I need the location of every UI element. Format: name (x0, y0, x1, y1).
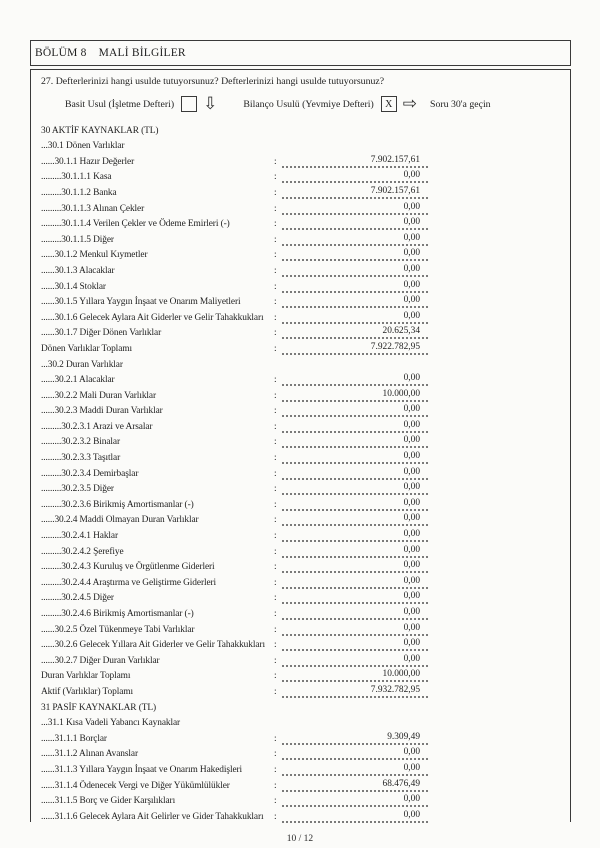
line-item-row (31, 777, 570, 793)
line-item-row (31, 496, 570, 512)
line-item-value: 0,00 (282, 403, 428, 417)
line-item-value: 0,00 (282, 372, 428, 386)
line-item-label: ......31.1.3 Yıllara Yaygın İnşaat ve Onarım Hakedişleri (41, 764, 243, 775)
line-item-value: 0,00 (282, 481, 428, 495)
page-footer: 10 / 12 (286, 834, 314, 844)
line-item-row (31, 559, 570, 575)
line-item-value: 20.625,34 (282, 325, 428, 339)
line-item-label: .........30.2.3.6 Birikmiş Amortismanlar (-) (41, 499, 194, 510)
line-item-label: .........30.1.1.2 Banka (41, 187, 117, 198)
line-item-colon: : (274, 593, 277, 604)
line-item-label: ......30.1.6 Gelecek Aylara Ait Giderler ve Gelir Tahakkukları (41, 312, 264, 323)
line-item-colon: : (274, 281, 277, 292)
line-item-colon: : (274, 531, 277, 542)
line-item-row (31, 278, 570, 294)
option-basit-usul-label: Basit Usul (İşletme Defteri) (65, 98, 175, 110)
line-item-value: 0,00 (282, 294, 428, 308)
line-item-colon: : (274, 234, 277, 245)
line-item-row (31, 403, 570, 419)
line-item-row (31, 793, 570, 809)
line-item-row (31, 730, 570, 746)
line-item-label: ......31.1.4 Ödenecek Vergi ve Diğer Yükümlülükler (41, 780, 230, 791)
line-item-label: .........30.1.1.3 Alınan Çekler (41, 203, 145, 214)
line-item-colon: : (274, 515, 277, 526)
line-item-row (31, 605, 570, 621)
line-item-value: 0,00 (282, 263, 428, 277)
line-item-label: .........30.2.4.2 Şerefiye (41, 546, 124, 557)
line-item-row (31, 699, 570, 715)
line-item-row (31, 387, 570, 403)
line-item-row (31, 169, 570, 185)
line-item-row (31, 184, 570, 200)
line-item-label: .........30.2.3.1 Arazi ve Arsalar (41, 421, 153, 432)
financial-line-items (31, 122, 570, 824)
section-title: MALİ BİLGİLER (98, 47, 186, 59)
line-item-label: ...30.2 Duran Varlıklar (41, 359, 123, 370)
line-item-row (31, 715, 570, 731)
line-item-value: 0,00 (282, 559, 428, 573)
line-item-label: 31 PASİF KAYNAKLAR (TL) (41, 702, 156, 713)
line-item-row (31, 683, 570, 699)
line-item-value: 68.476,49 (282, 778, 428, 792)
line-item-label: ......30.2.3 Maddi Duran Varlıklar (41, 406, 163, 417)
line-item-row (31, 231, 570, 247)
line-item-row (31, 761, 570, 777)
line-item-label: ......30.1.2 Menkul Kıymetler (41, 250, 148, 261)
line-item-value: 10.000,00 (282, 668, 428, 682)
question-27-text: 27. Defterlerinizi hangi usulde tutuyorsunuz? Defterlerinizi hangi usulde tutuyorsunuz? (41, 76, 385, 87)
form-body (30, 69, 571, 822)
line-item-row (31, 449, 570, 465)
line-item-value: 0,00 (282, 232, 428, 246)
line-item-row (31, 294, 570, 310)
line-item-row (31, 138, 570, 154)
line-item-label: .........30.2.4.1 Haklar (41, 531, 119, 542)
line-item-colon: : (274, 468, 277, 479)
line-item-value: 0,00 (282, 746, 428, 760)
line-item-row (31, 247, 570, 263)
line-item-row (31, 465, 570, 481)
line-item-value: 0,00 (282, 528, 428, 542)
line-item-row (31, 262, 570, 278)
line-item-label: ......30.1.1 Hazır Değerler (41, 156, 135, 167)
line-item-row (31, 621, 570, 637)
line-item-label: .........30.2.3.2 Binalar (41, 437, 121, 448)
line-item-value: 0,00 (282, 762, 428, 776)
line-item-value: 0,00 (282, 622, 428, 636)
line-item-label: ......30.1.4 Stoklar (41, 281, 106, 292)
line-item-row (31, 668, 570, 684)
line-item-colon: : (274, 780, 277, 791)
line-item-label: .........30.1.1.5 Diğer (41, 234, 114, 245)
line-item-label: Aktif (Varlıklar) Toplamı (41, 686, 133, 697)
line-item-colon: : (274, 203, 277, 214)
line-item-colon: : (274, 764, 277, 775)
line-item-value: 0,00 (282, 637, 428, 651)
line-item-value: 0,00 (282, 512, 428, 526)
line-item-value: 7.902.157,61 (282, 185, 428, 199)
line-item-colon: : (274, 640, 277, 651)
line-item-colon: : (274, 484, 277, 495)
line-item-value: 0,00 (282, 590, 428, 604)
line-item-label: .........30.1.1.4 Verilen Çekler ve Ödeme Emirleri (-) (41, 219, 230, 230)
line-item-colon: : (274, 749, 277, 760)
line-item-label: .........30.1.1.1 Kasa (41, 172, 112, 183)
line-item-value: 0,00 (282, 466, 428, 480)
line-item-colon: : (274, 453, 277, 464)
line-item-label: ...31.1 Kısa Vadeli Yabancı Kaynaklar (41, 718, 181, 729)
down-arrow-icon: ⇩ (203, 94, 218, 114)
line-item-value: 0,00 (282, 169, 428, 183)
line-item-value: 0,00 (282, 793, 428, 807)
line-item-colon: : (274, 390, 277, 401)
line-item-colon: : (274, 219, 277, 230)
line-item-colon: : (274, 406, 277, 417)
line-item-row (31, 309, 570, 325)
line-item-label: ......30.2.5 Özel Tükenmeye Tabi Varlıklar (41, 624, 195, 635)
line-item-colon: : (274, 328, 277, 339)
line-item-row (31, 543, 570, 559)
line-item-label: .........30.2.4.5 Diğer (41, 593, 114, 604)
line-item-label: ......30.1.7 Diğer Dönen Varlıklar (41, 328, 162, 339)
line-item-colon: : (274, 297, 277, 308)
line-item-colon: : (274, 172, 277, 183)
line-item-label: ......30.2.4 Maddi Olmayan Duran Varlıklar (41, 515, 199, 526)
line-item-colon: : (274, 671, 277, 682)
skip-to-question-note: Soru 30'a geçin (430, 98, 491, 110)
line-item-row (31, 200, 570, 216)
line-item-colon: : (274, 250, 277, 261)
line-item-label: .........30.2.3.5 Diğer (41, 484, 114, 495)
line-item-value: 0,00 (282, 606, 428, 620)
line-item-value: 0,00 (282, 450, 428, 464)
section-header (30, 40, 571, 66)
line-item-label: ......30.1.3 Alacaklar (41, 265, 115, 276)
line-item-label: ......30.2.1 Alacaklar (41, 375, 115, 386)
line-item-value: 0,00 (282, 653, 428, 667)
line-item-row (31, 808, 570, 824)
line-item-colon: : (274, 265, 277, 276)
line-item-value: 0,00 (282, 544, 428, 558)
line-item-row (31, 216, 570, 232)
line-item-row (31, 527, 570, 543)
line-item-label: ......31.1.5 Borç ve Gider Karşılıkları (41, 796, 176, 807)
line-item-value: 0,00 (282, 279, 428, 293)
line-item-colon: : (274, 546, 277, 557)
line-item-colon: : (274, 655, 277, 666)
line-item-value: 7.922.782,95 (282, 341, 428, 355)
line-item-colon: : (274, 187, 277, 198)
line-item-colon: : (274, 609, 277, 619)
line-item-value: 0,00 (282, 575, 428, 589)
line-item-value: 0,00 (282, 216, 428, 230)
line-item-value: 0,00 (282, 201, 428, 215)
line-item-colon: : (274, 437, 277, 448)
line-item-value: 0,00 (282, 310, 428, 324)
line-item-row (31, 153, 570, 169)
line-item-label: ......30.2.7 Diğer Duran Varlıklar (41, 655, 160, 666)
line-item-label: .........30.2.4.4 Araştırma ve Geliştirme Giderleri (41, 577, 217, 588)
line-item-label: ......31.1.1 Borçlar (41, 733, 107, 744)
line-item-colon: : (274, 733, 277, 744)
line-item-colon: : (274, 375, 277, 386)
line-item-row (31, 372, 570, 388)
line-item-row (31, 325, 570, 341)
right-arrow-icon: ⇨ (402, 94, 418, 114)
line-item-value: 0,00 (282, 419, 428, 433)
line-item-row (31, 574, 570, 590)
line-item-colon: : (274, 686, 277, 697)
line-item-row (31, 746, 570, 762)
line-item-label: ......31.1.2 Alınan Avanslar (41, 749, 139, 760)
line-item-value: 0,00 (282, 497, 428, 511)
line-item-row (31, 122, 570, 138)
line-item-row (31, 418, 570, 434)
line-item-row (31, 481, 570, 497)
line-item-colon: : (274, 421, 277, 432)
line-item-row (31, 340, 570, 356)
line-item-value: 10.000,00 (282, 388, 428, 402)
line-item-label: .........30.2.4.3 Kuruluş ve Örgütlenme Giderleri (41, 562, 215, 573)
line-item-colon: : (274, 796, 277, 807)
line-item-value: 7.932.782,95 (282, 684, 428, 698)
line-item-colon: : (274, 811, 277, 822)
line-item-label: .........30.2.3.4 Demirbaşlar (41, 468, 139, 479)
line-item-value: 0,00 (282, 434, 428, 448)
line-item-colon: : (274, 624, 277, 635)
line-item-label: ...30.1 Dönen Varlıklar (41, 141, 125, 152)
line-item-label: ......30.2.6 Gelecek Yıllara Ait Giderler ve Gelir Tahakkukları (41, 640, 265, 651)
line-item-label: ......30.1.5 Yıllara Yaygın İnşaat ve Onarım Maliyetleri (41, 297, 241, 308)
basit-usul-checkbox[interactable] (181, 96, 197, 112)
line-item-label: 30 AKTİF KAYNAKLAR (TL) (41, 125, 159, 136)
line-item-row (31, 637, 570, 653)
line-item-colon: : (274, 499, 277, 510)
line-item-value: 9.309,49 (282, 731, 428, 745)
line-item-label: ......31.1.6 Gelecek Aylara Ait Gelirler ve Gider Tahakkukları (41, 811, 264, 822)
line-item-value: 0,00 (282, 809, 428, 823)
line-item-row (31, 652, 570, 668)
bilanco-usulu-checkbox[interactable]: X (381, 96, 397, 112)
line-item-value: 7.902.157,61 (282, 154, 428, 168)
line-item-label: Duran Varlıklar Toplamı (41, 671, 131, 682)
line-item-row (31, 356, 570, 372)
line-item-colon: : (274, 562, 277, 573)
line-item-row (31, 590, 570, 606)
line-item-label: Dönen Varlıklar Toplamı (41, 343, 132, 354)
line-item-row (31, 434, 570, 450)
option-bilanco-usulu-label: Bilanço Usulü (Yevmiye Defteri) (243, 98, 374, 110)
line-item-colon: : (274, 156, 277, 167)
line-item-value: 0,00 (282, 247, 428, 261)
line-item-label: ......30.2.2 Mali Duran Varlıklar (41, 390, 156, 401)
bookkeeping-options (31, 93, 570, 115)
line-item-label: .........30.2.3.3 Taşıtlar (41, 453, 121, 464)
section-label: BÖLÜM 8 (35, 47, 87, 59)
line-item-row (31, 512, 570, 528)
line-item-label: .........30.2.4.6 Birikmiş Amortismanlar (-) (41, 609, 194, 619)
line-item-colon: : (274, 312, 277, 323)
line-item-colon: : (274, 577, 277, 588)
line-item-colon: : (274, 343, 277, 354)
